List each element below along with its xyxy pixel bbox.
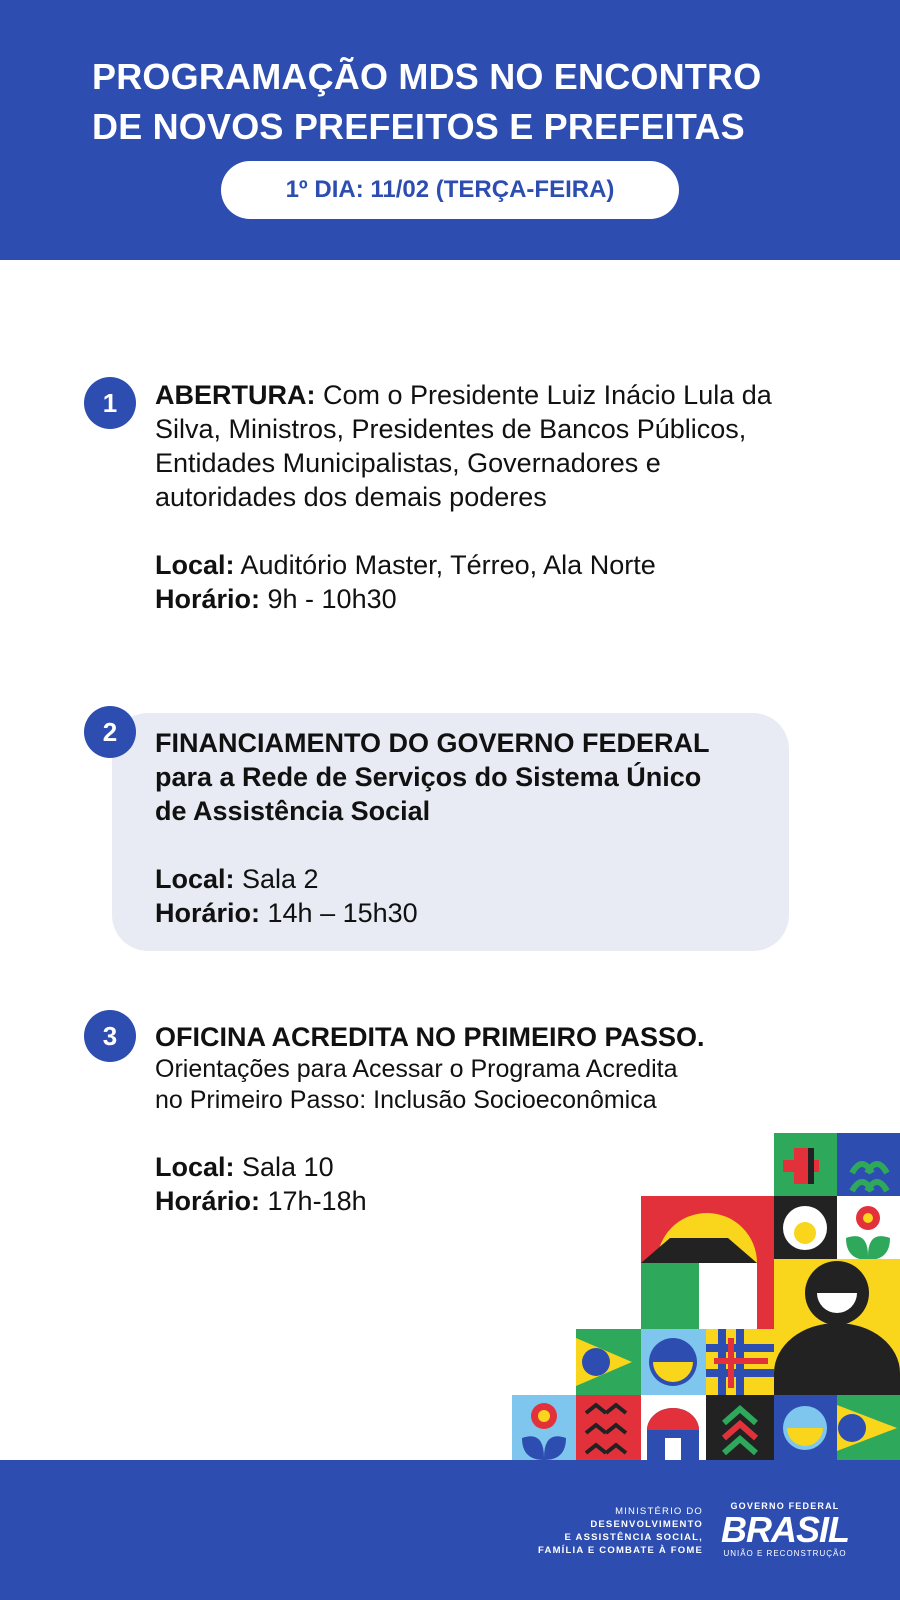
item-1-label: ABERTURA: [155, 380, 316, 410]
header-banner [0, 0, 900, 260]
gov-logo-brasil: BRASIL [721, 1509, 849, 1550]
item-2-local [155, 862, 795, 896]
item-1-body [155, 378, 795, 616]
item-2-title-line-3: de Assistência Social [155, 796, 431, 826]
item-number-1: 1 [84, 377, 136, 429]
item-3-time-label: Horário: [155, 1186, 261, 1216]
item-1-local-label: Local: [155, 550, 235, 580]
page-title [92, 52, 852, 152]
item-1-time-label: Horário: [155, 584, 261, 614]
item-2-title-line-2: para a Rede de Serviços do Sistema Único [155, 762, 702, 792]
item-3-time-value: 17h-18h [260, 1186, 367, 1216]
gov-logo-bottom: UNIÃO E RECONSTRUÇÃO [723, 1549, 847, 1558]
item-number-2: 2 [84, 706, 136, 758]
item-2-body [155, 726, 795, 930]
gov-logo-top: GOVERNO FEDERAL [730, 1501, 840, 1511]
day-badge: 1º DIA: 11/02 (TERÇA-FEIRA) [221, 161, 679, 219]
ministry-line-3: E ASSISTÊNCIA SOCIAL, [564, 1532, 703, 1543]
item-1-local [155, 548, 795, 582]
item-3-local-label: Local: [155, 1152, 235, 1182]
mosaic-illustration [512, 1133, 900, 1460]
ministry-line-1: MINISTÉRIO DO [615, 1506, 703, 1517]
item-1-description [155, 378, 795, 514]
item-3-subtitle-line-2: no Primeiro Passo: Inclusão Socioeconômica [155, 1086, 657, 1114]
ministry-line-2: DESENVOLVIMENTO [590, 1519, 703, 1530]
item-1-time-value: 9h - 10h30 [260, 584, 397, 614]
ministry-logo-text [463, 1505, 703, 1557]
item-1-local-value: Auditório Master, Térreo, Ala Norte [234, 550, 656, 580]
item-1-text: Com o Presidente Luiz Inácio Lula da Silva, Ministros, Presidentes de Bancos Públicos, Entidades Municipalistas, Governadores e autoridades dos demais poderes [155, 380, 772, 512]
page-title-line-1: PROGRAMAÇÃO MDS NO ENCONTRO [92, 56, 762, 97]
item-number-3: 3 [84, 1010, 136, 1062]
item-2-time [155, 896, 795, 930]
item-2-local-label: Local: [155, 864, 235, 894]
decorative-mosaic [512, 1133, 900, 1460]
item-2-time-label: Horário: [155, 898, 261, 928]
item-2-time-value: 14h – 15h30 [260, 898, 418, 928]
item-3-title: OFICINA ACREDITA NO PRIMEIRO PASSO. [155, 1022, 705, 1052]
ministry-line-4: FAMÍLIA E COMBATE À FOME [538, 1545, 703, 1556]
item-3-local-value: Sala 10 [234, 1152, 334, 1182]
governo-federal-logo [720, 1500, 850, 1560]
footer-banner [0, 1460, 900, 1600]
item-3-subtitle-line-1: Orientações para Acessar o Programa Acredita [155, 1055, 678, 1083]
item-2-local-value: Sala 2 [234, 864, 319, 894]
page-title-line-2: DE NOVOS PREFEITOS E PREFEITAS [92, 106, 745, 147]
item-2-title-line-1: FINANCIAMENTO DO GOVERNO FEDERAL [155, 728, 710, 758]
item-1-time [155, 582, 795, 616]
